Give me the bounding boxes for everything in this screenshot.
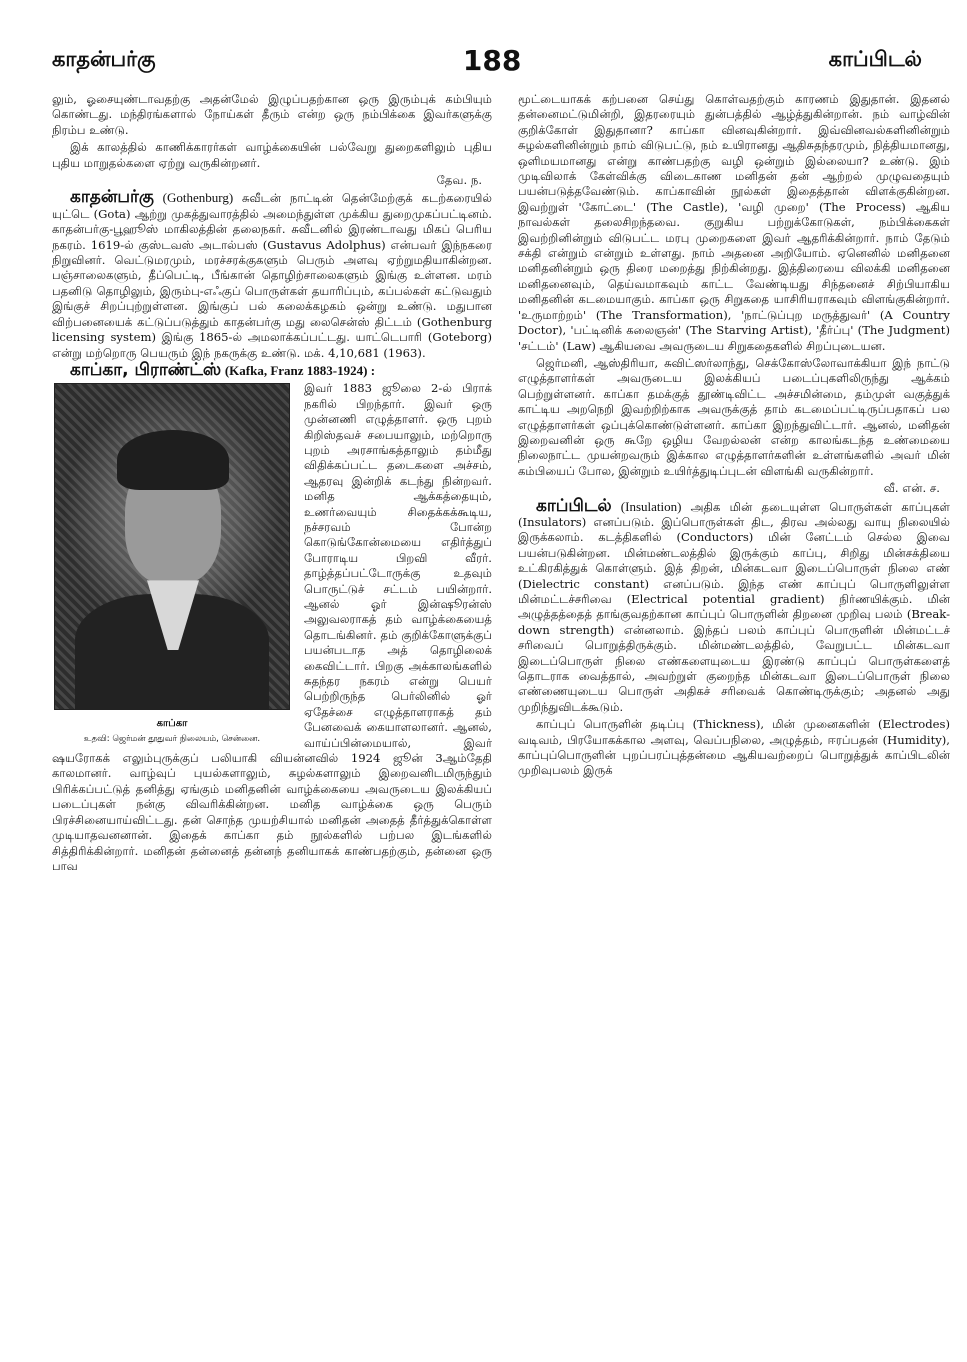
entry-body: அதிக மின் தடையுள்ள பொருள்கள் காப்புகள் (Insulators) எனப்படும். இப்பொருள்கள் திட, திரவ அல்லது வாயு நிலையில் இருக்கலாம். கடத்திகளில் (Conductors) மின் னேட்டம் செல்ல இவை பயன்படுகின்றன. மின்மண்டலத்தில் இருக்கும் காப்பு, சிறிது மின்சக்தியை உட்கிரகித்துக் கொள்ளும். இத் திறன், மின்கடவா இடைப்பொருள் நிலை எண் (Dielectric constant) எனப்படும். இந்த எண் காப்புப் பொருளிலுள்ள மின்மட்டச்சரிவை (Electrical potential gradient) நிர்ணயிக்கும். மின் அழுத்தத்தைத் தாங்குவதற்கான காப்புப் பொருளின் திறனை முறிவு பலம் (Break-down strength) என்னலாம். இந்தப் பலம் காப்புப் பொருளின் மின்மட்டச் சரிவைப் பொறுத்திருக்கும். மின்மண்டலத்தில், வேறுபட்ட மின்கடவா இடைப்பொருள் நிலை எண்களையுடைய இரண்டு காப்புப் பொருள்களைத் தொடராக வைத்தால், அவற்றுள் குறைந்த மின்கடவா இடைப்பொருள் நிலை எண்ணையுடைய பொருள் அதிகச் சரிவைக் கொண்டிருக்கும்; அதனல் அது முறிந்துவிடக்கூடும். xyxy=(518,499,950,714)
kafka-portrait-figure xyxy=(52,383,292,744)
page-number: 188 xyxy=(462,43,522,77)
kafka-portrait-photo xyxy=(54,383,290,710)
figure-caption: காப்கா xyxy=(156,718,188,730)
entry-gothenburg xyxy=(52,187,492,360)
entry-headword: காப்கா, பிராண்ட்ஸ் xyxy=(70,359,222,380)
entry-body-2: காப்புப் பொருளின் தடிப்பு (Thickness), மின் முனைகளின் (Electrodes) வடிவம், பிரயோகக்கால அளவு, வெப்பநிலை, அழுத்தம், ஈரப்பதன் (Humidity), காப்புப்பொருளின் புறப்பரப்புத்தன்மை ஆகியவற்றைப் பொறுத்துக் காப்பிடலின் முறிவுபலம் இருக் xyxy=(518,717,950,778)
entry-body: இவர் 1883 ஜூலை 2-ல் பிராக் நகரில் பிறந்தார். இவர் ஒரு முன்னணி எழுத்தாளர். ஒரு புறம் கிறிஸ்தவச் சபையாலும், மற்றொரு புறம் அரசாங்கத்தாலும் தம்மீது விதிக்கப்பட்ட தடைகளை அச்சம், ஆதரவு இன்றிக் கடந்து நின்றவர். மனித ஆக்கத்தையும், உணர்வையும் சிதைக்கக்கூடிய, நச்சரவம் போன்ற கொடுங்கோன்மையை எதிர்த்துப் போராடிய பிறவி வீரர். தாழ்த்தப்பட்டோருக்கு உதவும் பொருட்டுச் சட்டம் பயின்றார். ஆனல் ஓர் இன்ஷூரன்ஸ் அலுவலராகத் தம் வாழ்க்கையைத் தொடங்கினர். தம் குறிக்கோளுக்குப் பயன்படாத அத் தொழிலைக் கைவிட்டார். பிறகு அக்காலங்களில் சுதந்தர நகரம் என்று பெயர் பெற்றிருந்த பெர்லினில் ஓர் ஏதேச்சை எழுத்தாளராகத் தம் பேனவைக் கையாளலானர். ஆனல், வாய்ப்பின்மையால், இவர் ஷயரோகக் எலும்புருக்குப் பலியாகி வியன்னவில் 1924 ஜூன் 3ஆம்தேதி காலமானர். வாழ்வுப் புயல்களாலும், சுழல்களாலும் இறைவனிடமிருந்தும் பிரிக்கப்பட்டுத் தனித்து ஏங்கும் மனிதனின் வாழ்க்கையை அவருடைய இலக்கியப் படைப்புகள் நன்கு விவரிக்கின்றன. மனித வாழ்க்கை ஒரு பெரும் பிரச்சினையாய்விட்டது. தன் சொந்த முயற்சியால் மனிதன் அதைத் தீர்த்துக்கொள்ள முடியாதவனனான். இதைக் காப்கா தம் நூல்களில் பற்பல இடங்களில் சித்திரிக்கின்றார். மனிதன் தன்னைத் தன்னந் தனியாகக் காண்பதற்கும், தன்னை ஒரு பாவ xyxy=(52,381,492,873)
header-right-guideword: காப்பிடல் xyxy=(828,46,922,71)
entry-headword: காதன்பர்கு xyxy=(70,187,154,208)
kafka-continued: மூட்டையாகக் கற்பனை செய்து கொள்வதற்கும் காரணம் இதுதான். இதனல் தன்னைமட்டுமின்றி, இதரரையும் துன்பத்தில் ஆழ்த்துகின்றான். நம் வாழ்வின் குறிக்கோள் இதுதானா? காப்கா வினவுகின்றார். இவ்வினவல்களினின்றும் சுழல்களினின்றும் நாம் விடுபட்டு, நம் உயிரானது ஆதிசுதந்தரமும், நித்தியமானது, ஒளிமயமானது என்று காண்பதற்கு வழி ஒன்றும் இல்லையா? உண்டு. இம் முடிவிலாக் கேள்விக்கு விடைகாண மனிதன் தன் ஆற்றல் முழுவதையும் பயன்படுத்தவேண்டும். காப்காவின் நூல்கள் இதைத்தான் விளக்குகின்றன. இவற்றுள் 'கோட்டை' (The Castle), 'வழி முறை' (The Process) ஆகிய நாவல்கள் தலைசிறந்தவை. குறுகிய பற்றுக்கோடுகள், நம்பிக்கைகள் இவற்றினின்றும் விடுபட்ட மரபு முறைகளை இவர் ஆதரிக்கின்றார். நாம் தேடும் சக்தி என்றும் என்றும் உள்ளது. நாம் அதனை அறியோம். ஏனெனில் மனிதனை மனிதனின்றும் ஒரு திரை மறைத்து நிற்கின்றது. இத்திரையை விலக்கி மனிதனை மனிதனைவும், தெய்வமாகவும் காட்ட வேண்டியது சிந்தனைச் சிற்பியாகிய மனிதனின் கடமையாகும். காப்கா ஒரு சிறுகதை யாசிரியராகவும் விளங்குகின்றார். 'உருமாற்றம்' (The Transformation), 'நாட்டுப்புற மருத்துவர்' (A Country Doctor), 'பட்டினிக் கலைஞன்' (The Starving Artist), 'தீர்ப்பு' (The Judgment) 'சட்டம்' (Law) ஆகியவை அவருடைய சிறுகதைகளில் சிறப்புடையன. xyxy=(518,92,950,353)
right-column xyxy=(518,92,950,1342)
author-signature: வீ. என். ச. xyxy=(883,481,940,496)
author-signature: தேவ. ந. xyxy=(436,173,482,188)
entry-body: சுவீடன் நாட்டின் தென்மேற்குக் கடற்கரையில் யுட்டெ (Gota) ஆற்று முகத்துவாரத்தில் அமைந்துள்ள முக்கிய துறைமுகப்பட்டினம். காதன்பர்கு-பூஹூஸ் மாகிலத்தின் தலைநகர். சுவீடனில் இரண்டாவது மிகப் பெரிய நகரம். 1619-ல் குஸ்டவஸ் அடால்பஸ் (Gustavus Adolphus) என்பவர் இந்நகரை நிறுவினர். வெட்டுமரமும், மரச்சரக்குகளும் பெரும் அளவு ஏற்றுமதியாகின்றன. பஞ்சாலைகளும், தீப்பெட்டி, பீங்கான் தொழிற்சாலைகளும் இங்கு உள்ளன. மரம் பதனிடு தொழிலும், இரும்பு-எஃகுப் பொருள்கள் தயாரிப்பும், கப்பல்கள் கட்டுவதும் இங்குச் சிறப்புற்றுள்ளன. இங்குப் பல் கலைக்கழகம் ஒன்று உண்டு. மதுபான விற்பனையைக் கட்டுப்படுத்தும் காதன்பர்கு மது லைசென்ஸ் திட்டம் (Gothenburg licensing system) இங்கு 1865-ல் அமலாக்கப்பட்டது. யாட்டெபாரி (Goteborg) என்று மற்றொரு பெயரும் இந் நகருக்கு உண்டு. மக். 4,10,681 (1963). xyxy=(52,191,492,360)
left-column xyxy=(52,92,492,1342)
entry-kafka xyxy=(52,359,492,380)
entry-insulation xyxy=(518,495,950,716)
entry-latin-name: (Gothenburg) xyxy=(162,190,234,206)
entry-latin-name: (Kafka, Franz 1883-1924) : xyxy=(224,362,376,378)
entry-headword: காப்பிடல் xyxy=(536,495,612,516)
kafka-continued-2: ஜெர்மனி, ஆஸ்திரியா, சுவிட்ஸர்லாந்து, செக்கோஸ்லோவாக்கியா இந் நாட்டு எழுத்தாளர்கள் அவருடைய இலக்கியப் படைப்புகளிலிருந்து ஆக்கம் பெற்றுள்ளனர். காப்கா தமக்குத் தூண்டிவிட்ட அச்சமின்மை, தம்முள் வகுத்துக் காட்டிய அறநெறி இவற்றிற்காக அவருக்குத் தாம் கடமைப்பட்டிருப்பதாகப் பல எழுத்தாளர்கள் ஒப்புக்கொண்டுள்ளனர். காப்கா இறந்துவிட்டார். ஆனல், மனிதன் இறைவனின் ஒரு கூறே ஒழிய வேறல்லன் என்ற காலங்கடந்த உண்மையை நிலைநாட்ட முயன்றவரும் இக்கால எழுத்தாளர்களின் உள்ளங்களில் அவர் மின் கம்பியைப் போல, இன்றும் உயிர்த்துடிப்புடன் விளங்கி வருகின்றார். xyxy=(518,355,950,478)
entry-latin-name: (Insulation) xyxy=(620,498,682,514)
continued-paragraph-2: இக் காலத்தில் காணிக்காரர்கள் வாழ்க்கையின் பல்வேறு துறைகளிலும் புதிய புதிய மாறுதல்களை ஏற்று வருகின்றனர். xyxy=(52,140,492,170)
continued-paragraph: லும், ஓசையுண்டாவதற்கு அதன்மேல் இழுப்பதற்கான ஒரு இரும்புக் கம்பியும் கொண்டது. மந்திரங்களால் நோய்கள் தீரும் என்ற ஒரு நம்பிக்கை இவர்களுக்கு நிரம்ப உண்டு. xyxy=(52,92,492,137)
header-left-guideword: காதன்பர்கு xyxy=(52,46,156,71)
page-header xyxy=(52,40,922,80)
figure-credit: உதவி: ஜெர்மன் தூதுவர் நிலையம், சென்னை. xyxy=(83,733,261,744)
